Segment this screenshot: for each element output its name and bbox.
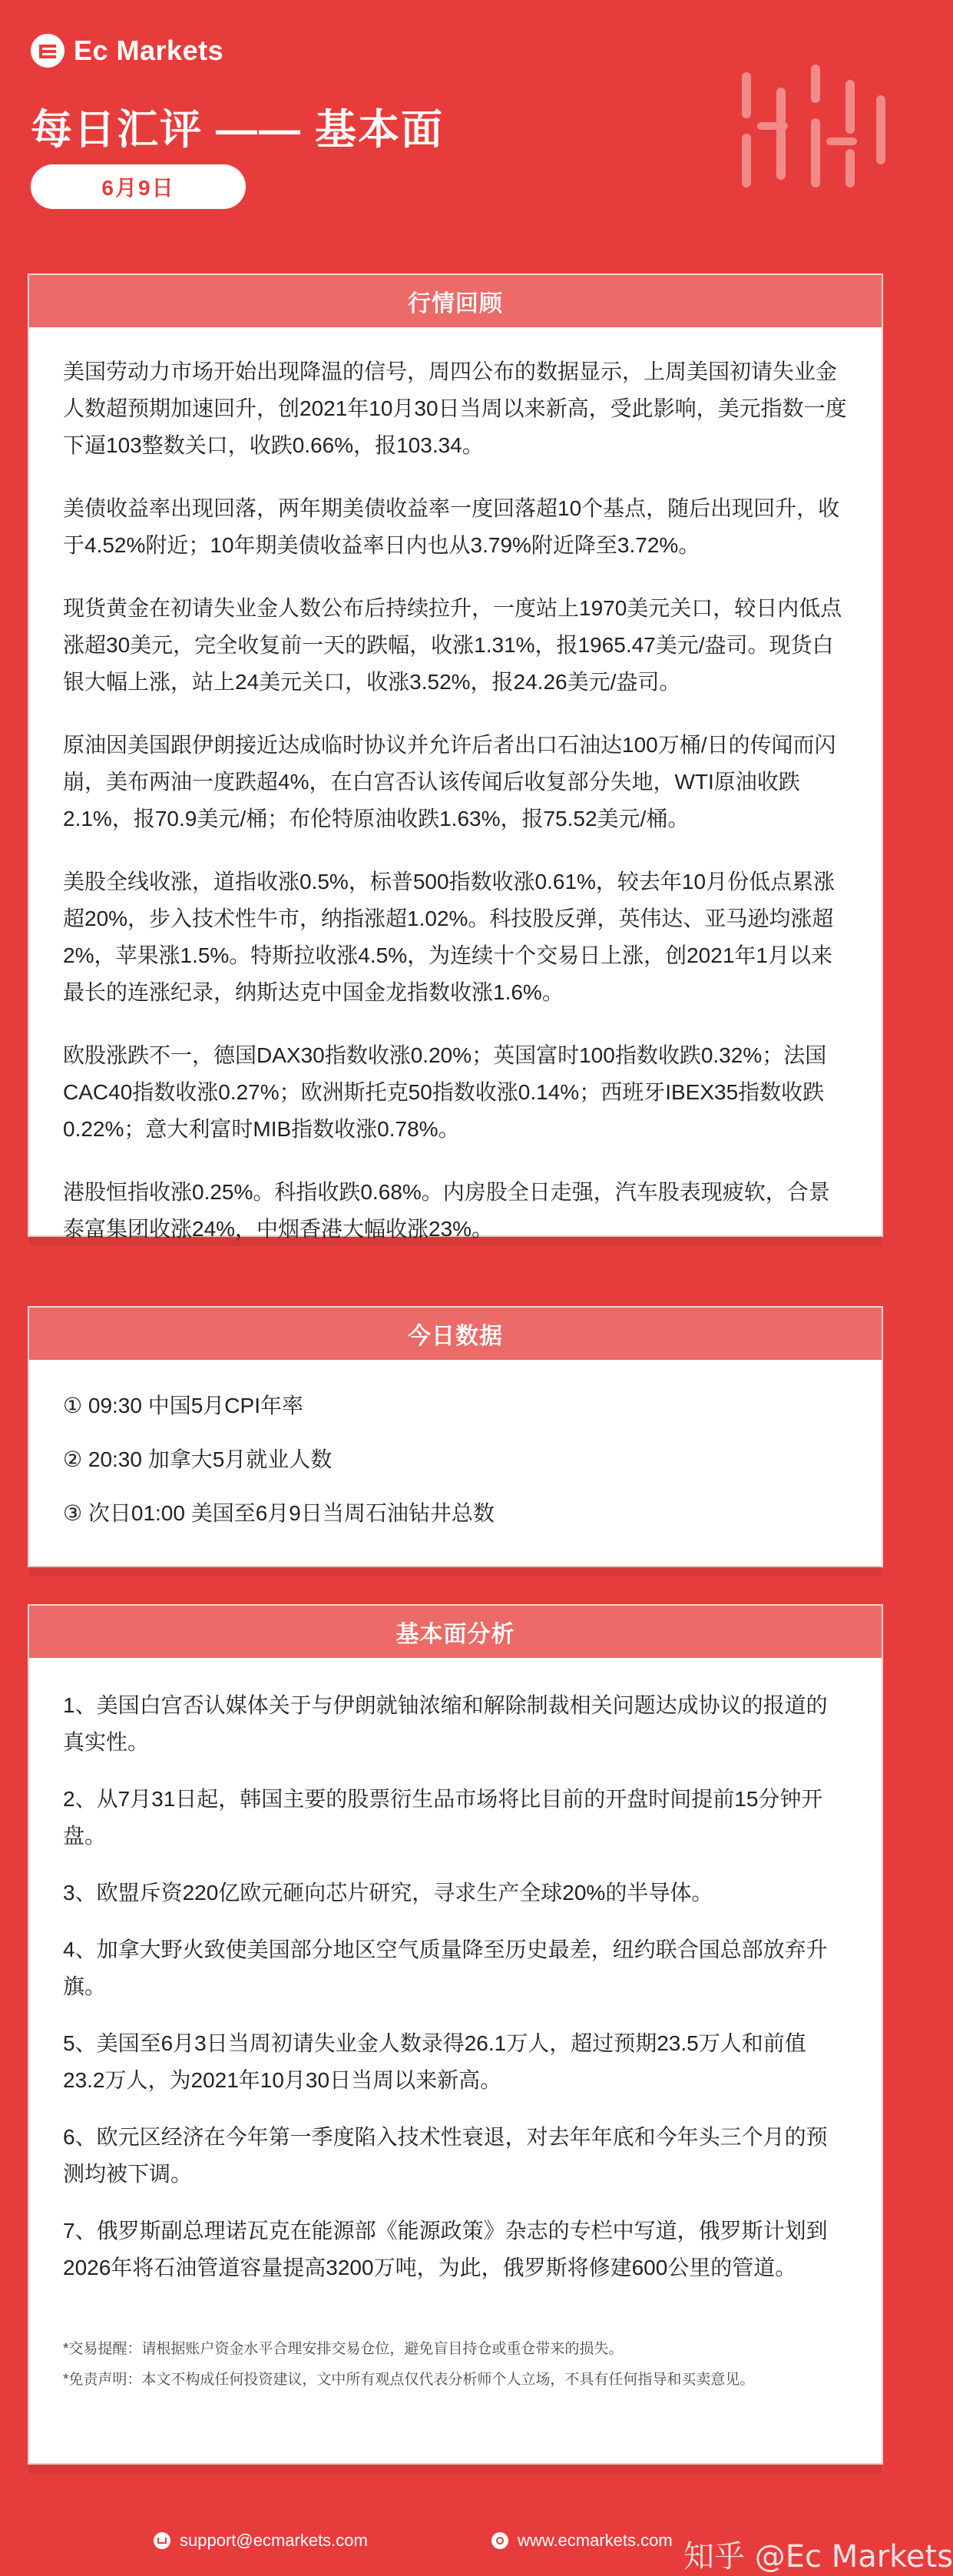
today-data-title: 今日数据 xyxy=(29,1308,882,1360)
data-item: ① 09:30 中国5月CPI年率 xyxy=(63,1394,303,1417)
data-item: ② 20:30 加拿大5月就业人数 xyxy=(63,1447,333,1471)
footer-website[interactable] xyxy=(491,2531,673,2551)
decorative-bars-icon xyxy=(734,65,888,195)
today-data-body xyxy=(29,1360,882,1564)
email-text[interactable]: support@ecmarkets.com xyxy=(180,2531,368,2550)
website-text[interactable]: www.ecmarkets.com xyxy=(518,2531,673,2550)
market-paragraph: 美债收益率出现回落，两年期美债收益率一度回落超10个基点，随后出现回升，收于4.52%附近；10年期美债收益率日内也从3.79%附近降至3.72%。 xyxy=(63,496,840,557)
header xyxy=(0,0,911,240)
footer-email[interactable] xyxy=(154,2531,368,2551)
market-paragraph: 港股恒指收涨0.25%。科指收跌0.68%。内房股全日走强，汽车股表现疲软，合景泰富集团收涨24%，中烟香港大幅收涨23%。 xyxy=(63,1180,830,1241)
market-review-body xyxy=(29,327,882,1289)
market-paragraph: 欧股涨跌不一，德国DAX30指数收涨0.20%；英国富时100指数收跌0.32%；法国CAC40指数收涨0.27%；欧洲斯托克50指数收涨0.14%；西班牙IBEX35指数收跌0.22%；意大利富时MIB指数收涨0.78%。 xyxy=(63,1043,827,1141)
mail-icon xyxy=(154,2532,170,2549)
today-data-card xyxy=(28,1306,883,1567)
brand-logo xyxy=(31,34,223,68)
ec-logo-icon xyxy=(31,34,65,68)
fundamental-body xyxy=(29,1658,882,2414)
data-item: ③ 次日01:00 美国至6月9日当周石油钻井总数 xyxy=(63,1501,495,1525)
market-paragraph: 美股全线收涨，道指收涨0.5%，标普500指数收涨0.61%，较去年10月份低点累涨超20%，步入技术性牛市，纳指涨超1.02%。科技股反弹，英伟达、亚马逊均涨超2%，苹果涨1.5%。特斯拉收涨4.5%，为连续十个交易日上涨，创2021年1月以来最长的连涨纪录，纳斯达克中国金龙指数收涨1.6%。 xyxy=(63,870,836,1004)
market-paragraph: 现货黄金在初请失业金人数公布后持续拉升，一度站上1970美元关口，较日内低点涨超30美元，完全收复前一天的跌幅，收涨1.31%，报1965.47美元/盎司。现货白银大幅上涨，站上24美元关口，收涨3.52%，报24.26美元/盎司。 xyxy=(63,596,842,694)
analysis-item: 4、加拿大野火致使美国部分地区空气质量降至历史最差，纽约联合国总部放弃升旗。 xyxy=(63,1938,828,1998)
fundamental-title: 基本面分析 xyxy=(29,1606,882,1658)
analysis-item: 3、欧盟斥资220亿欧元砸向芯片研究，寻求生产全球20%的半导体。 xyxy=(63,1881,713,1905)
date-badge: 6月9日 xyxy=(31,164,246,209)
analysis-item: 1、美国白宫否认媒体关于与伊朗就铀浓缩和解除制裁相关问题达成协议的报道的真实性。 xyxy=(63,1693,828,1754)
market-paragraph: 原油因美国跟伊朗接近达成临时协议并允许后者出口石油达100万桶/日的传闻而闪崩，美布两油一度跌超4%，在白宫否认该传闻后收复部分失地，WTI原油收跌2.1%，报70.9美元/桶；布伦特原油收跌1.63%，报75.52美元/桶。 xyxy=(63,733,836,830)
trading-reminder: *交易提醒：请根据账户资金水平合理安排交易仓位，避免盲目持仓或重仓带来的损失。 xyxy=(63,2341,624,2357)
market-review-title: 行情回顾 xyxy=(29,275,882,327)
watermark: 知乎 @Ec Markets xyxy=(683,2539,953,2574)
market-review-card xyxy=(28,274,883,1241)
analysis-item: 5、美国至6月3日当周初请失业金人数录得26.1万人，超过预期23.5万人和前值23.2万人，为2021年10月30日当周以来新高。 xyxy=(63,2031,806,2092)
analysis-item: 7、俄罗斯副总理诺瓦克在能源部《能源政策》杂志的专栏中写道，俄罗斯计划到2026年将石油管道容量提高3200万吨，为此，俄罗斯将修建600公里的管道。 xyxy=(63,2219,828,2279)
fundamental-card xyxy=(28,1604,883,2465)
page-title: 每日汇评 —— 基本面 xyxy=(31,107,445,153)
analysis-item: 2、从7月31日起，韩国主要的股票衍生品市场将比目前的开盘时间提前15分钟开盘。 xyxy=(63,1787,823,1848)
disclaimer-text: *免责声明：本文不构成任何投资建议，文中所有观点仅代表分析师个人立场，不具有任何指导和买卖意见。 xyxy=(63,2372,755,2388)
analysis-item: 6、欧元区经济在今年第一季度陷入技术性衰退，对去年年底和今年头三个月的预测均被下调。 xyxy=(63,2125,828,2186)
globe-icon xyxy=(491,2532,508,2549)
market-paragraph: 美国劳动力市场开始出现降温的信号，周四公布的数据显示，上周美国初请失业金人数超预期加速回升，创2021年10月30日当周以来新高，受此影响，美元指数一度下逼103整数关口，收跌0.66%，报103.34。 xyxy=(63,360,847,457)
logo-text: Ec Markets xyxy=(74,35,224,66)
